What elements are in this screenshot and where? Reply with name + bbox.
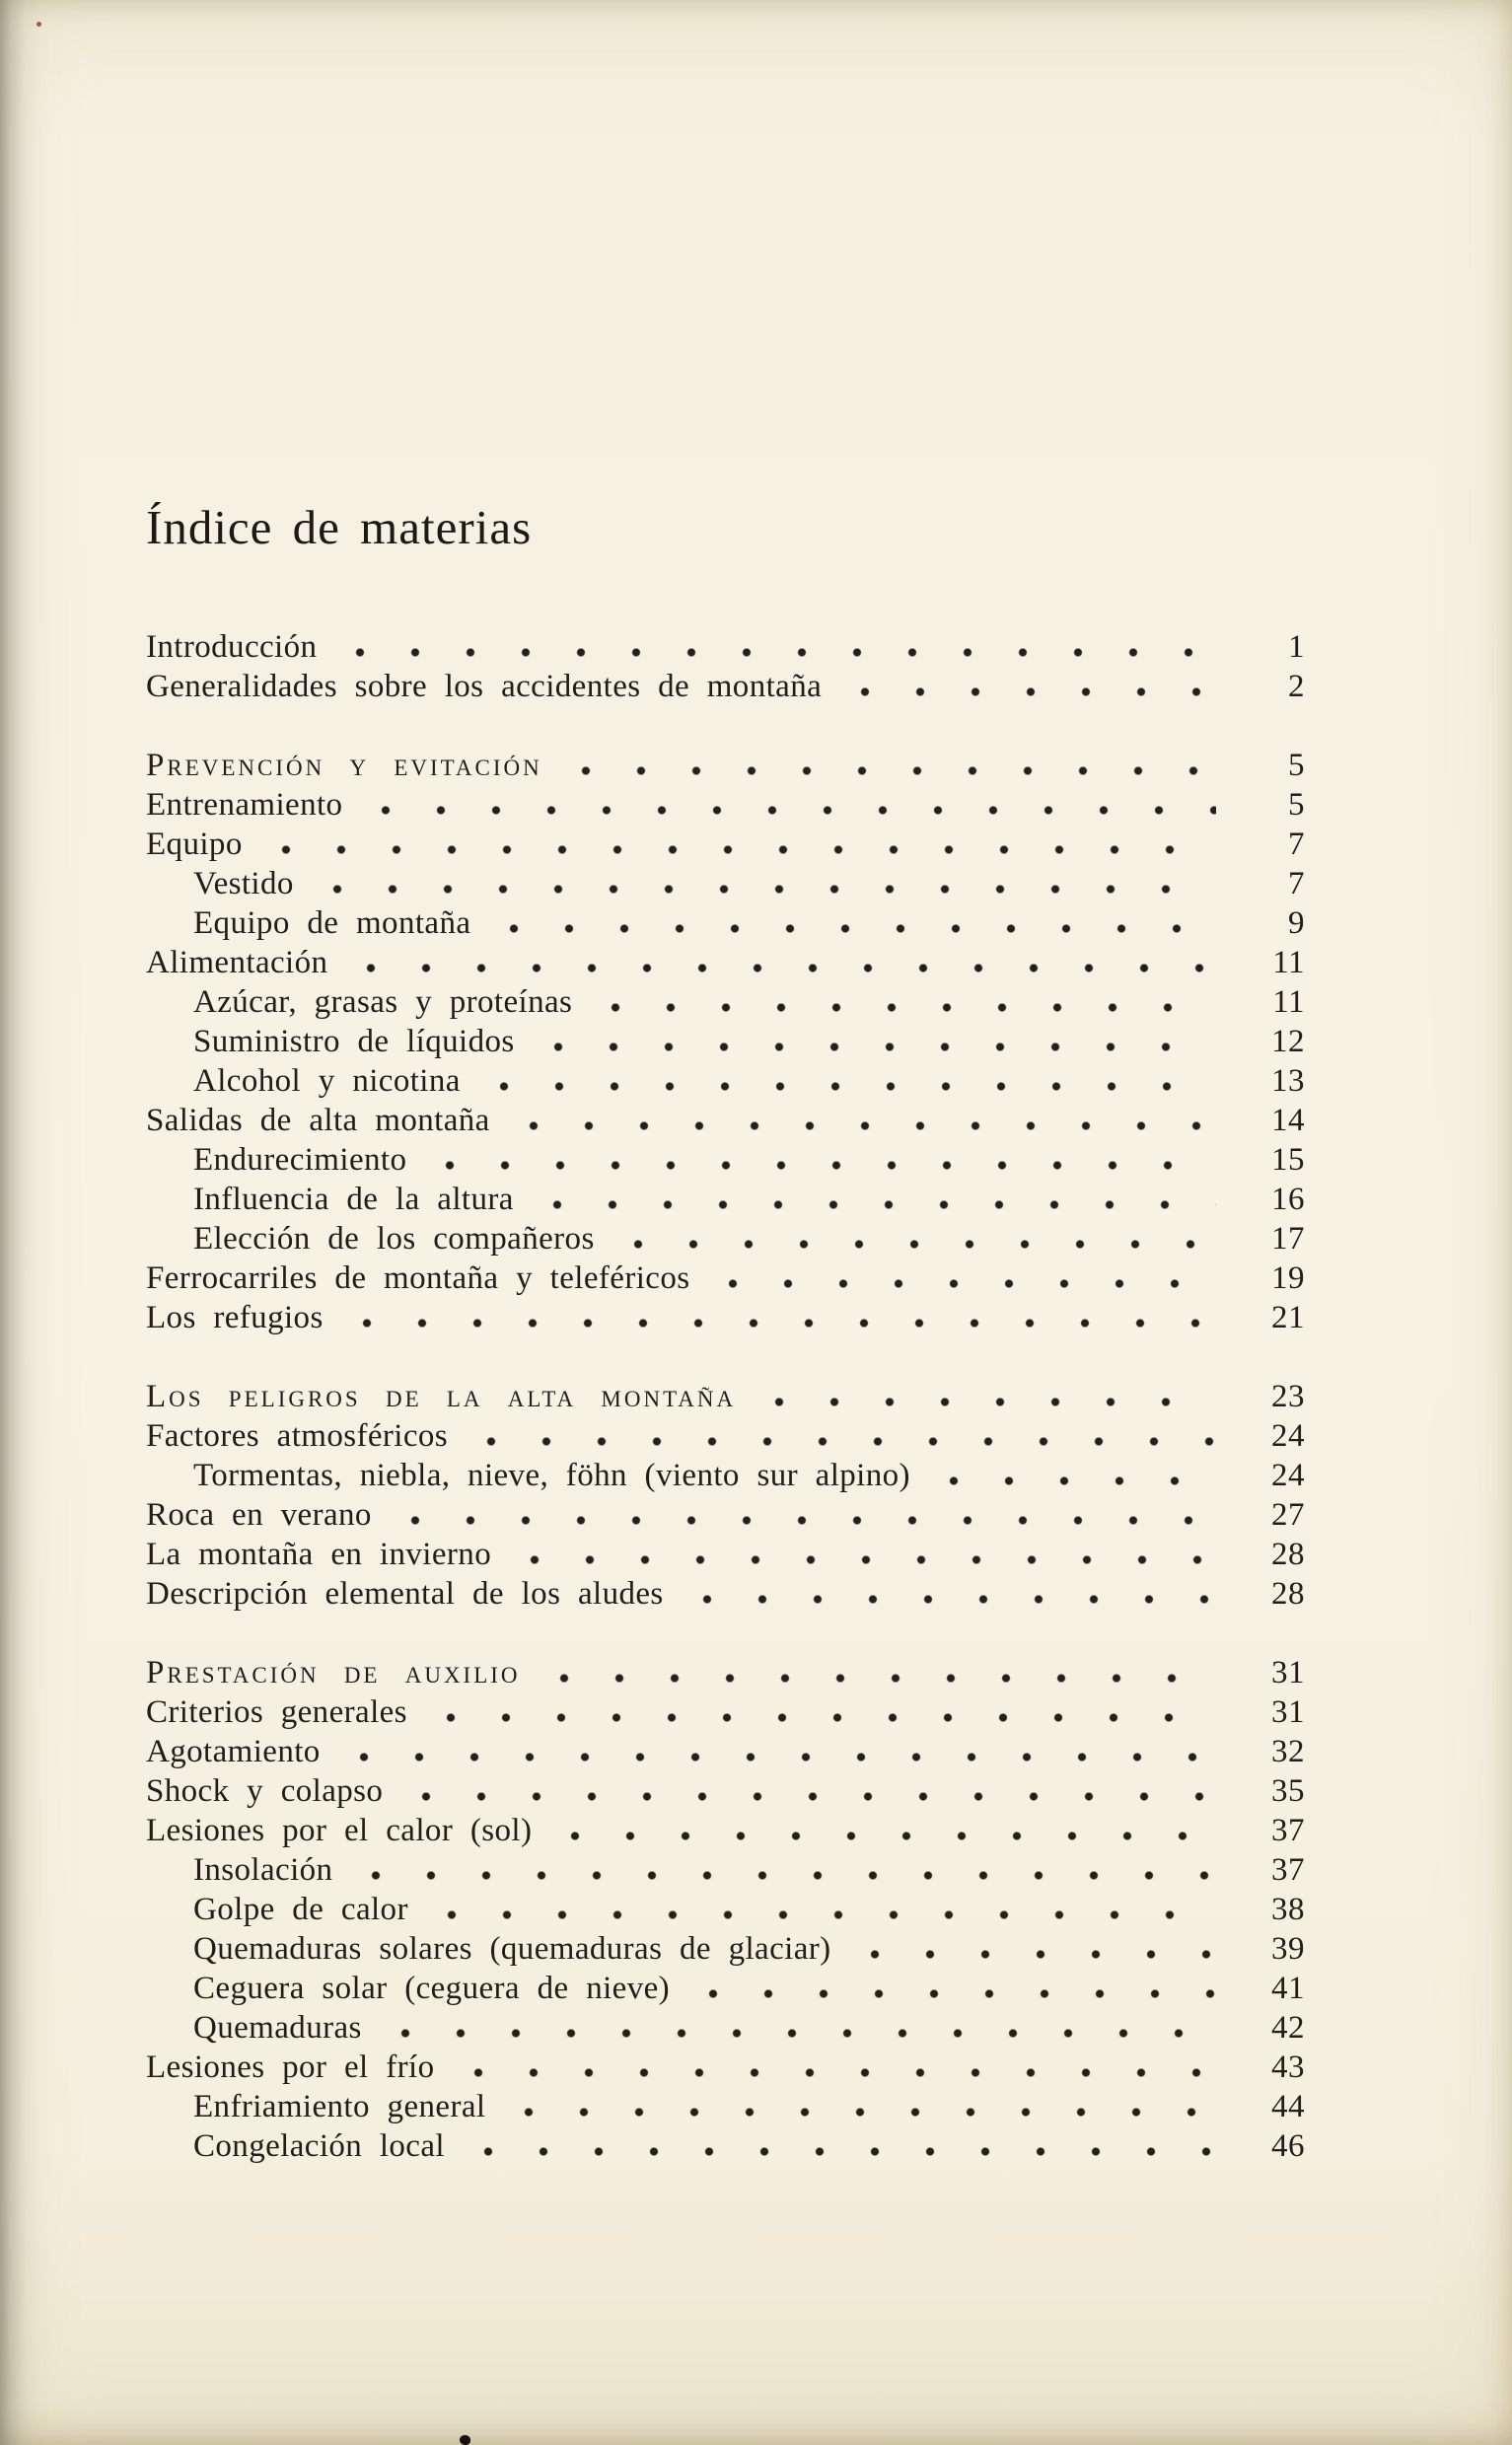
toc-entry-page-number: 11 — [1272, 984, 1305, 1020]
toc-entry-page-number: 13 — [1271, 1063, 1305, 1099]
dot-leader — [501, 2108, 1216, 2117]
dot-leader — [837, 687, 1216, 696]
toc-entry-page-number: 23 — [1271, 1379, 1305, 1414]
dot-leader — [531, 1043, 1216, 1051]
toc-entry-page-number: 46 — [1271, 2128, 1305, 2164]
toc-entry-label: Shock y colapso — [146, 1773, 384, 1809]
toc-entry — [146, 825, 1305, 864]
toc-entry-page-number: 9 — [1288, 905, 1305, 941]
toc-entry-label: Quemaduras solares (quemaduras de glaciar) — [193, 1931, 831, 1967]
dot-leader — [398, 1792, 1216, 1801]
toc-entry — [146, 1574, 1305, 1614]
toc-entry-label: Agotamiento — [146, 1734, 321, 1769]
table-of-contents — [146, 627, 1305, 2166]
toc-entry-label: Golpe de calor — [193, 1892, 408, 1927]
dot-leader — [422, 1161, 1216, 1170]
dot-leader — [339, 1319, 1216, 1328]
toc-entry-label: Ferrocarriles de montaña y teleféricos — [146, 1260, 690, 1296]
toc-entry-label: Elección de los compañeros — [193, 1221, 595, 1257]
dot-leader — [476, 1082, 1216, 1091]
dot-leader — [258, 845, 1216, 854]
dot-leader — [588, 1003, 1216, 1012]
toc-entry-page-number: 28 — [1271, 1537, 1305, 1572]
toc-entry — [146, 1022, 1305, 1061]
toc-entry-label: Lesiones por el frío — [146, 2049, 435, 2085]
toc-entry — [146, 1929, 1305, 1969]
toc-entry — [146, 1101, 1305, 1140]
toc-entry — [146, 1061, 1305, 1101]
toc-entry-page-number: 21 — [1271, 1300, 1305, 1335]
toc-entry-label: Azúcar, grasas y proteínas — [193, 984, 573, 1020]
toc-entry — [146, 1732, 1305, 1771]
toc-entry — [146, 1140, 1305, 1180]
toc-entry — [146, 1890, 1305, 1929]
toc-entry-page-number: 39 — [1271, 1931, 1305, 1967]
toc-entry-label: Tormentas, niebla, nieve, föhn (viento sur alpino) — [193, 1458, 910, 1493]
toc-entry-page-number: 28 — [1271, 1576, 1305, 1612]
toc-entry-label: Introducción — [146, 629, 318, 665]
dot-leader — [461, 2147, 1216, 2156]
dot-leader — [537, 1674, 1216, 1683]
ink-speck — [460, 2435, 470, 2445]
dot-leader — [423, 1713, 1216, 1722]
dot-leader — [336, 1753, 1216, 1762]
toc-entry — [146, 2008, 1305, 2048]
toc-entry-label: Los refugios — [146, 1300, 324, 1335]
toc-entry — [146, 943, 1305, 982]
toc-entry-label: Roca en verano — [146, 1497, 372, 1533]
toc-entry-page-number: 7 — [1288, 866, 1305, 901]
dot-leader — [680, 1595, 1216, 1604]
toc-entry-page-number: 5 — [1288, 748, 1305, 783]
toc-entry — [146, 1771, 1305, 1811]
toc-entry-page-number: 31 — [1271, 1655, 1305, 1690]
toc-entry-label: Influencia de la altura — [193, 1182, 514, 1217]
toc-entry-page-number: 38 — [1271, 1892, 1305, 1927]
toc-entry-page-number: 16 — [1271, 1182, 1305, 1217]
toc-entry-label: Insolación — [193, 1852, 333, 1888]
dot-leader — [530, 1200, 1216, 1209]
toc-entry — [146, 1969, 1305, 2008]
dot-leader — [332, 648, 1216, 657]
toc-entry-page-number: 2 — [1288, 669, 1305, 704]
dot-leader — [847, 1950, 1216, 1959]
dot-leader — [705, 1279, 1216, 1288]
toc-entry — [146, 1416, 1305, 1456]
toc-entry-page-number: 15 — [1271, 1142, 1305, 1178]
toc-entry — [146, 1653, 1305, 1692]
toc-entry-page-number: 32 — [1271, 1734, 1305, 1769]
toc-entry — [146, 1692, 1305, 1732]
toc-entry-page-number: 42 — [1271, 2010, 1305, 2046]
toc-entry — [146, 1456, 1305, 1495]
toc-entry-label: Equipo de montaña — [193, 905, 471, 941]
dot-leader — [378, 2029, 1216, 2038]
toc-entry-page-number: 17 — [1271, 1221, 1305, 1257]
toc-entry-page-number: 44 — [1271, 2089, 1305, 2124]
toc-entry-label: Enfriamiento general — [193, 2089, 486, 2124]
toc-entry-label: Factores atmosféricos — [146, 1418, 449, 1454]
paper-speck — [36, 22, 41, 27]
toc-entry-page-number: 11 — [1272, 945, 1305, 980]
toc-entry-page-number: 24 — [1271, 1418, 1305, 1454]
toc-entry-page-number: 14 — [1271, 1103, 1305, 1138]
dot-leader — [388, 1516, 1216, 1525]
toc-entry — [146, 903, 1305, 943]
toc-entry-label: Criterios generales — [146, 1694, 407, 1730]
dot-leader — [752, 1398, 1216, 1406]
dot-leader — [558, 766, 1216, 775]
toc-entry-page-number: 19 — [1271, 1260, 1305, 1296]
toc-entry-label: Quemaduras — [193, 2010, 362, 2046]
toc-entry-label: Salidas de alta montaña — [146, 1103, 490, 1138]
toc-entry — [146, 1535, 1305, 1574]
toc-entry — [146, 2126, 1305, 2166]
toc-entry-page-number: 31 — [1271, 1694, 1305, 1730]
toc-entry-label: Lesiones por el calor (sol) — [146, 1813, 533, 1848]
toc-entry-label: Equipo — [146, 827, 243, 862]
dot-leader — [507, 1555, 1216, 1564]
toc-entry — [146, 1811, 1305, 1850]
toc-entry-label: La montaña en invierno — [146, 1537, 492, 1572]
toc-entry-label: Descripción elemental de los aludes — [146, 1576, 664, 1612]
toc-entry — [146, 1180, 1305, 1219]
toc-entry-page-number: 41 — [1271, 1971, 1305, 2006]
toc-entry-label: Endurecimiento — [193, 1142, 407, 1178]
toc-entry-label: Congelación local — [193, 2128, 445, 2164]
toc-entry-label: Entrenamiento — [146, 787, 343, 823]
toc-entry — [146, 1219, 1305, 1258]
toc-entry — [146, 667, 1305, 706]
toc-entry-label: Alimentación — [146, 945, 328, 980]
page-title: Índice de materias — [146, 500, 533, 554]
dot-leader — [486, 924, 1216, 933]
toc-entry-page-number: 7 — [1288, 827, 1305, 862]
toc-entry-label: Prestación de auxilio — [146, 1655, 521, 1690]
toc-entry-label: Generalidades sobre los accidentes de montaña — [146, 669, 823, 704]
dot-leader — [358, 806, 1216, 815]
toc-entry — [146, 864, 1305, 903]
toc-entry-label: Suministro de líquidos — [193, 1024, 515, 1059]
toc-entry-page-number: 27 — [1271, 1497, 1305, 1533]
toc-entry — [146, 982, 1305, 1022]
dot-leader — [611, 1240, 1216, 1249]
dot-leader — [685, 1989, 1216, 1998]
dot-leader — [310, 885, 1216, 894]
toc-entry-page-number: 37 — [1271, 1852, 1305, 1888]
toc-entry-page-number: 35 — [1271, 1773, 1305, 1809]
toc-entry-label: Alcohol y nicotina — [193, 1063, 461, 1099]
toc-entry-page-number: 1 — [1288, 629, 1305, 665]
dot-leader — [506, 1121, 1216, 1130]
dot-leader — [451, 2068, 1216, 2077]
toc-entry-label: Prevención y evitación — [146, 748, 542, 783]
toc-entry-page-number: 12 — [1271, 1024, 1305, 1059]
toc-entry — [146, 1298, 1305, 1337]
toc-entry — [146, 2048, 1305, 2087]
toc-entry-page-number: 37 — [1271, 1813, 1305, 1848]
scan-edge-shadow — [0, 0, 26, 2445]
toc-entry-page-number: 24 — [1271, 1458, 1305, 1493]
dot-leader — [926, 1476, 1216, 1485]
toc-entry-label: Vestido — [193, 866, 294, 901]
toc-entry — [146, 627, 1305, 667]
toc-entry — [146, 1377, 1305, 1416]
toc-entry-page-number: 5 — [1288, 787, 1305, 823]
dot-leader — [348, 1871, 1216, 1880]
toc-entry-label: Ceguera solar (ceguera de nieve) — [193, 1971, 671, 2006]
dot-leader — [424, 1910, 1216, 1919]
toc-entry — [146, 1495, 1305, 1535]
toc-entry — [146, 746, 1305, 785]
toc-entry — [146, 785, 1305, 825]
toc-entry-page-number: 43 — [1271, 2049, 1305, 2085]
dot-leader — [547, 1832, 1216, 1840]
toc-entry-label: Los peligros de la alta montaña — [146, 1379, 737, 1414]
toc-entry — [146, 1850, 1305, 1890]
toc-entry — [146, 1258, 1305, 1298]
toc-entry — [146, 2087, 1305, 2126]
dot-leader — [464, 1437, 1216, 1446]
dot-leader — [343, 964, 1216, 972]
